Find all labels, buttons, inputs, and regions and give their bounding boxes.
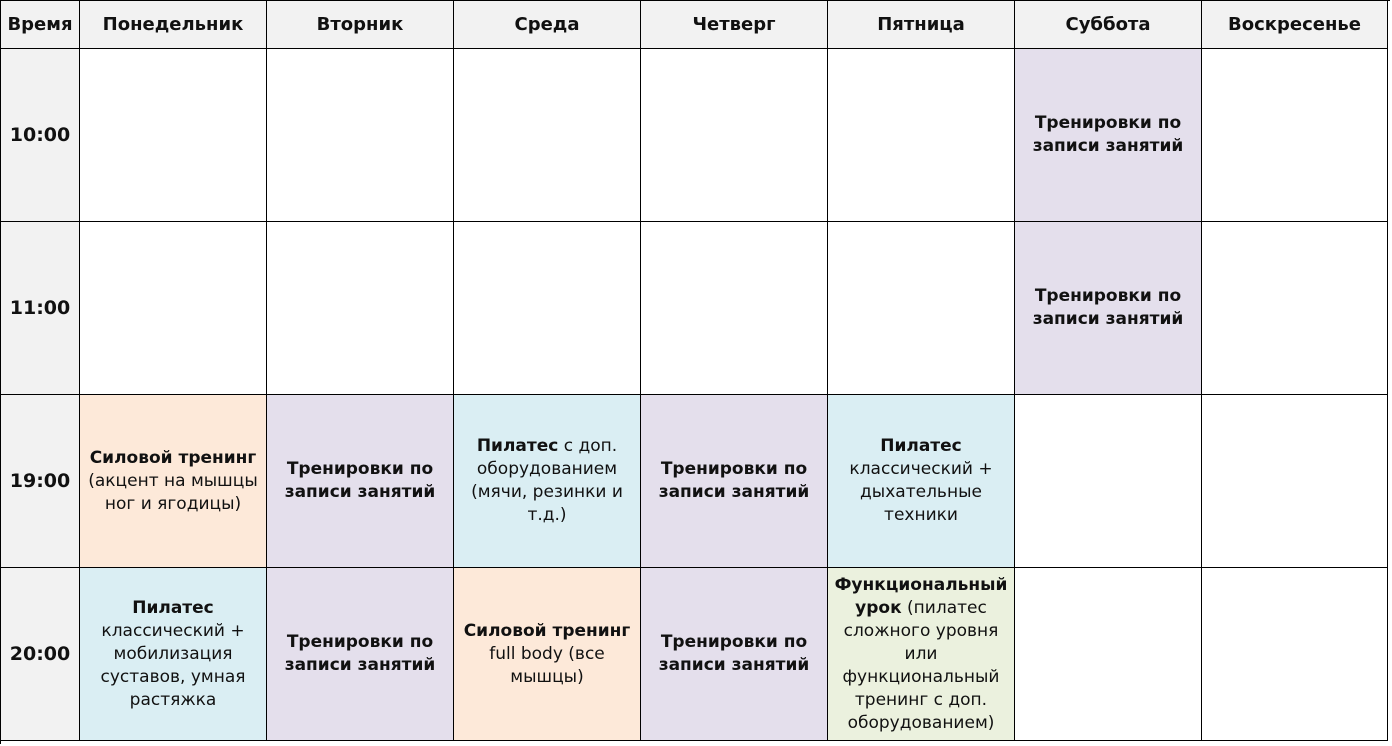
class-cell: Пилатес классический + мобилизация суставов, умная растяжка	[80, 568, 267, 741]
class-cell: Силовой тренинг full body (все мышцы)	[454, 568, 641, 741]
class-cell	[1015, 568, 1202, 741]
class-cell: Силовой тренинг (акцент на мышцы ног и ягодицы)	[80, 395, 267, 568]
header-tuesday: Вторник	[267, 1, 454, 49]
class-cell: Функциональный урок (пилатес сложного уровня или функциональный тренинг с доп. оборудованием)	[828, 568, 1015, 741]
time-cell: 19:00	[1, 395, 80, 568]
class-cell: Тренировки по записи занятий	[641, 568, 828, 741]
class-cell: Тренировки по записи занятий	[1015, 49, 1202, 222]
time-cell: 11:00	[1, 222, 80, 395]
class-cell	[828, 222, 1015, 395]
class-cell: Тренировки по записи занятий	[267, 395, 454, 568]
class-cell	[267, 222, 454, 395]
header-friday: Пятница	[828, 1, 1015, 49]
class-cell	[1015, 395, 1202, 568]
class-cell	[641, 222, 828, 395]
class-cell	[454, 222, 641, 395]
class-cell	[267, 49, 454, 222]
header-saturday: Суббота	[1015, 1, 1202, 49]
header-wednesday: Среда	[454, 1, 641, 49]
class-cell	[1202, 49, 1388, 222]
header-time: Время	[1, 1, 80, 49]
class-cell: Тренировки по записи занятий	[1015, 222, 1202, 395]
class-cell	[1202, 568, 1388, 741]
class-cell	[454, 49, 641, 222]
header-thursday: Четверг	[641, 1, 828, 49]
class-cell: Пилатес с доп. оборудованием (мячи, резинки и т.д.)	[454, 395, 641, 568]
class-cell	[1202, 395, 1388, 568]
class-cell	[641, 49, 828, 222]
class-cell: Тренировки по записи занятий	[267, 568, 454, 741]
class-cell	[1202, 222, 1388, 395]
class-cell	[80, 49, 267, 222]
header-sunday: Воскресенье	[1202, 1, 1388, 49]
class-cell: Тренировки по записи занятий	[641, 395, 828, 568]
class-cell	[80, 222, 267, 395]
class-cell	[828, 49, 1015, 222]
time-cell: 20:00	[1, 568, 80, 741]
time-cell: 10:00	[1, 49, 80, 222]
class-cell: Пилатес классический + дыхательные техники	[828, 395, 1015, 568]
header-monday: Понедельник	[80, 1, 267, 49]
